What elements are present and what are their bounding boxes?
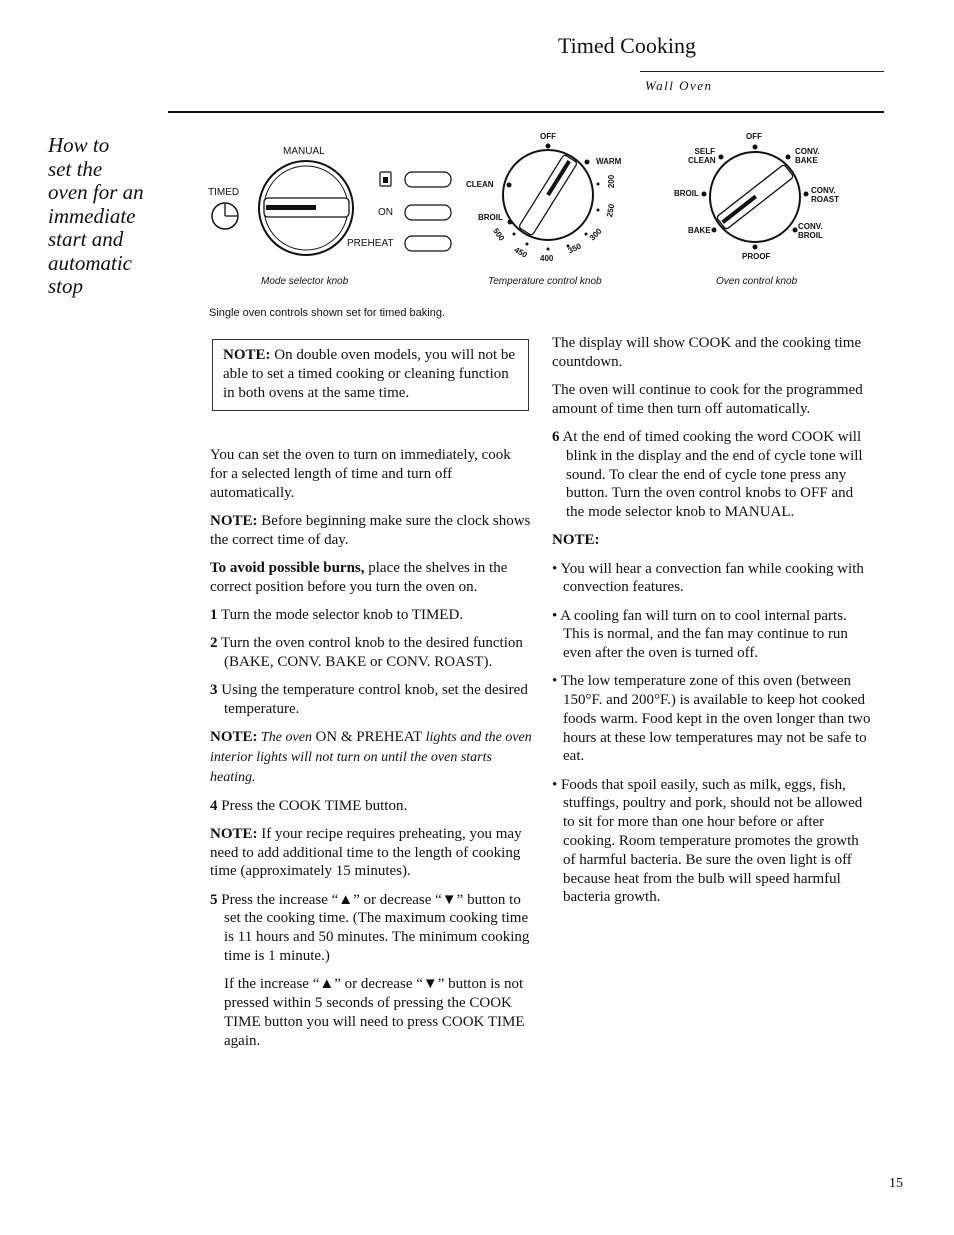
- lock-indicator-light: [405, 172, 451, 187]
- temp-knob-handle: [518, 154, 577, 235]
- temp-dot-400: [547, 248, 550, 251]
- oven-broil-label: BROIL: [674, 189, 699, 198]
- oven-dot-broil: [702, 192, 707, 197]
- manual-label: MANUAL: [283, 146, 325, 157]
- temp-clean-label: CLEAN: [466, 180, 494, 189]
- step-2: 2 Turn the oven control knob to the desired function (BAKE, CONV. BAKE or CONV. ROAST).: [210, 634, 523, 670]
- temp-400-label: 400: [540, 254, 554, 263]
- section-heading-line: How to: [48, 133, 110, 157]
- oven-control-knob-diagram: [700, 140, 810, 254]
- mode-selector-knob-diagram: [208, 157, 358, 259]
- step-3: 3 Using the temperature control knob, set the desired temperature.: [210, 681, 528, 717]
- oven-proof-label: PROOF: [742, 252, 771, 261]
- oven-self-clean-label: SELF CLEAN: [688, 147, 716, 165]
- oven-dot-conv-roast: [804, 192, 809, 197]
- section-heading-line: oven for an: [48, 180, 144, 204]
- oven-knob-caption: Oven control knob: [716, 276, 798, 287]
- step-4: 4 Press the COOK TIME button.: [210, 797, 408, 814]
- oven-dot-proof: [753, 245, 758, 250]
- temp-200-label: 200: [607, 174, 617, 189]
- temp-dot-clean: [507, 183, 512, 188]
- temp-300-label: 300: [587, 226, 604, 243]
- oven-knob-handle: [716, 164, 794, 230]
- note-label: NOTE:: [552, 532, 600, 549]
- page-subtitle: Wall Oven: [645, 78, 713, 93]
- note-clock: NOTE: Before beginning make sure the clock shows the correct time of day.: [210, 512, 531, 548]
- step-1: 1 Turn the mode selector knob to TIMED.: [210, 606, 464, 623]
- note-bullet: • A cooling fan will turn on to cool internal parts. This is normal, and the fan may continue to run even after the oven is turned off.: [552, 607, 848, 662]
- temp-dot-off: [546, 144, 551, 149]
- temp-450-label: 450: [512, 245, 529, 260]
- oven-conv-broil-label: CONV. BROIL: [798, 222, 823, 240]
- preheat-label: PREHEAT: [347, 238, 394, 249]
- page-title: Timed Cooking: [558, 33, 696, 58]
- burns-warning: To avoid possible burns, place the shelves in the correct position before you turn the oven on.: [210, 559, 508, 595]
- header-rule: [168, 111, 884, 113]
- diagram-caption: Single oven controls shown set for timed baking.: [209, 307, 446, 319]
- preheat-indicator-light: [405, 236, 451, 251]
- display-paragraph: The display will show COOK and the cooking time countdown.: [552, 335, 862, 370]
- page-number: 15: [889, 1176, 903, 1191]
- note-preheating: NOTE: If your recipe requires preheating, you may need to add additional time to the length of cooking time (approximately 15 minutes).: [210, 825, 522, 880]
- section-heading-line: start and: [48, 227, 124, 251]
- oven-conv-bake-label: CONV. BAKE: [795, 147, 820, 165]
- note-bullet: • Foods that spoil easily, such as milk, eggs, fish, stuffings, poultry and pork, should not be allowed to sit for more than one hour before or after cooking. Room temperature promotes the growth of harmful bacteria. Be sure the oven light is off because heat from the bulb will speed harmful bacteria growth.: [552, 776, 863, 906]
- section-heading-line: immediate: [48, 203, 136, 228]
- section-heading-line: set the: [48, 156, 103, 181]
- section-heading: [48, 134, 160, 299]
- oven-dot-self-clean: [719, 155, 724, 160]
- section-heading-line: stop: [48, 274, 84, 298]
- note-lights: NOTE: The oven ON & PREHEAT lights and the oven interior lights will not turn on until the oven starts heating.: [210, 728, 532, 785]
- mode-knob-pointer: [266, 205, 316, 210]
- on-label: ON: [378, 207, 393, 218]
- temp-broil-label: BROIL: [478, 213, 503, 222]
- temp-dot-broil: [508, 220, 513, 225]
- continue-paragraph: The oven will continue to cook for the programmed amount of time then turn off automatically.: [552, 381, 863, 417]
- temp-dot-200: [597, 183, 600, 186]
- intro-paragraph: You can set the oven to turn on immediately, cook for a selected length of time and turn off automatically.: [210, 447, 511, 501]
- oven-dot-bake: [712, 228, 717, 233]
- temp-dot-500: [513, 233, 516, 236]
- step-5-continued: If the increase “▲” or decrease “▼” button is not pressed within 5 seconds of pressing the COOK TIME button you will need to press COOK TIME again.: [224, 976, 525, 1049]
- note-bullet: • The low temperature zone of this oven (between 150°F. and 200°F.) is available to keep hot cooked foods warm. Food kept in the oven longer than two hours at these low temperatures may not be safe to eat.: [552, 673, 871, 765]
- oven-conv-roast-label: CONV. ROAST: [811, 186, 839, 204]
- temp-knob-caption: Temperature control knob: [488, 276, 602, 287]
- step-5: 5 Press the increase “▲” or decrease “▼” button to set the cooking time. (The maximum cooking time is 11 hours and 50 minutes. The minimum cooking time is 1 minute.): [210, 891, 530, 965]
- lock-icon-body: [383, 177, 388, 183]
- right-column: [552, 334, 874, 917]
- temp-dot-250: [597, 209, 600, 212]
- oven-dot-conv-broil: [793, 228, 798, 233]
- note-bullet: • You will hear a convection fan while cooking with convection features.: [552, 560, 864, 596]
- oven-bake-label: BAKE: [688, 226, 711, 235]
- section-heading-line: automatic: [48, 250, 132, 275]
- left-column: [210, 446, 532, 1060]
- oven-off-label: OFF: [746, 132, 762, 141]
- temp-dot-450: [526, 243, 529, 246]
- header-rule-short: [640, 71, 884, 72]
- step-6: 6 At the end of timed cooking the word COOK will blink in the display and the end of cycle tone will sound. To clear the end of cycle tone press any button. Turn the oven control knobs to OFF and the mode selector knob to MANUAL.: [552, 428, 863, 521]
- mode-knob-caption: Mode selector knob: [261, 276, 349, 287]
- temp-350-label: 350: [566, 241, 583, 256]
- temp-dot-warm: [585, 160, 590, 165]
- temp-500-label: 500: [491, 226, 507, 243]
- on-indicator-light: [405, 205, 451, 220]
- timed-label: TIMED: [208, 187, 240, 198]
- note-box: NOTE: On double oven models, you will not be able to set a timed cooking or cleaning function in both ovens at the same time.: [212, 339, 529, 411]
- temp-warm-label: WARM: [596, 157, 622, 166]
- temp-250-label: 250: [605, 203, 617, 218]
- oven-dot-off: [753, 145, 758, 150]
- oven-dot-conv-bake: [786, 155, 791, 160]
- temp-off-label: OFF: [540, 132, 556, 141]
